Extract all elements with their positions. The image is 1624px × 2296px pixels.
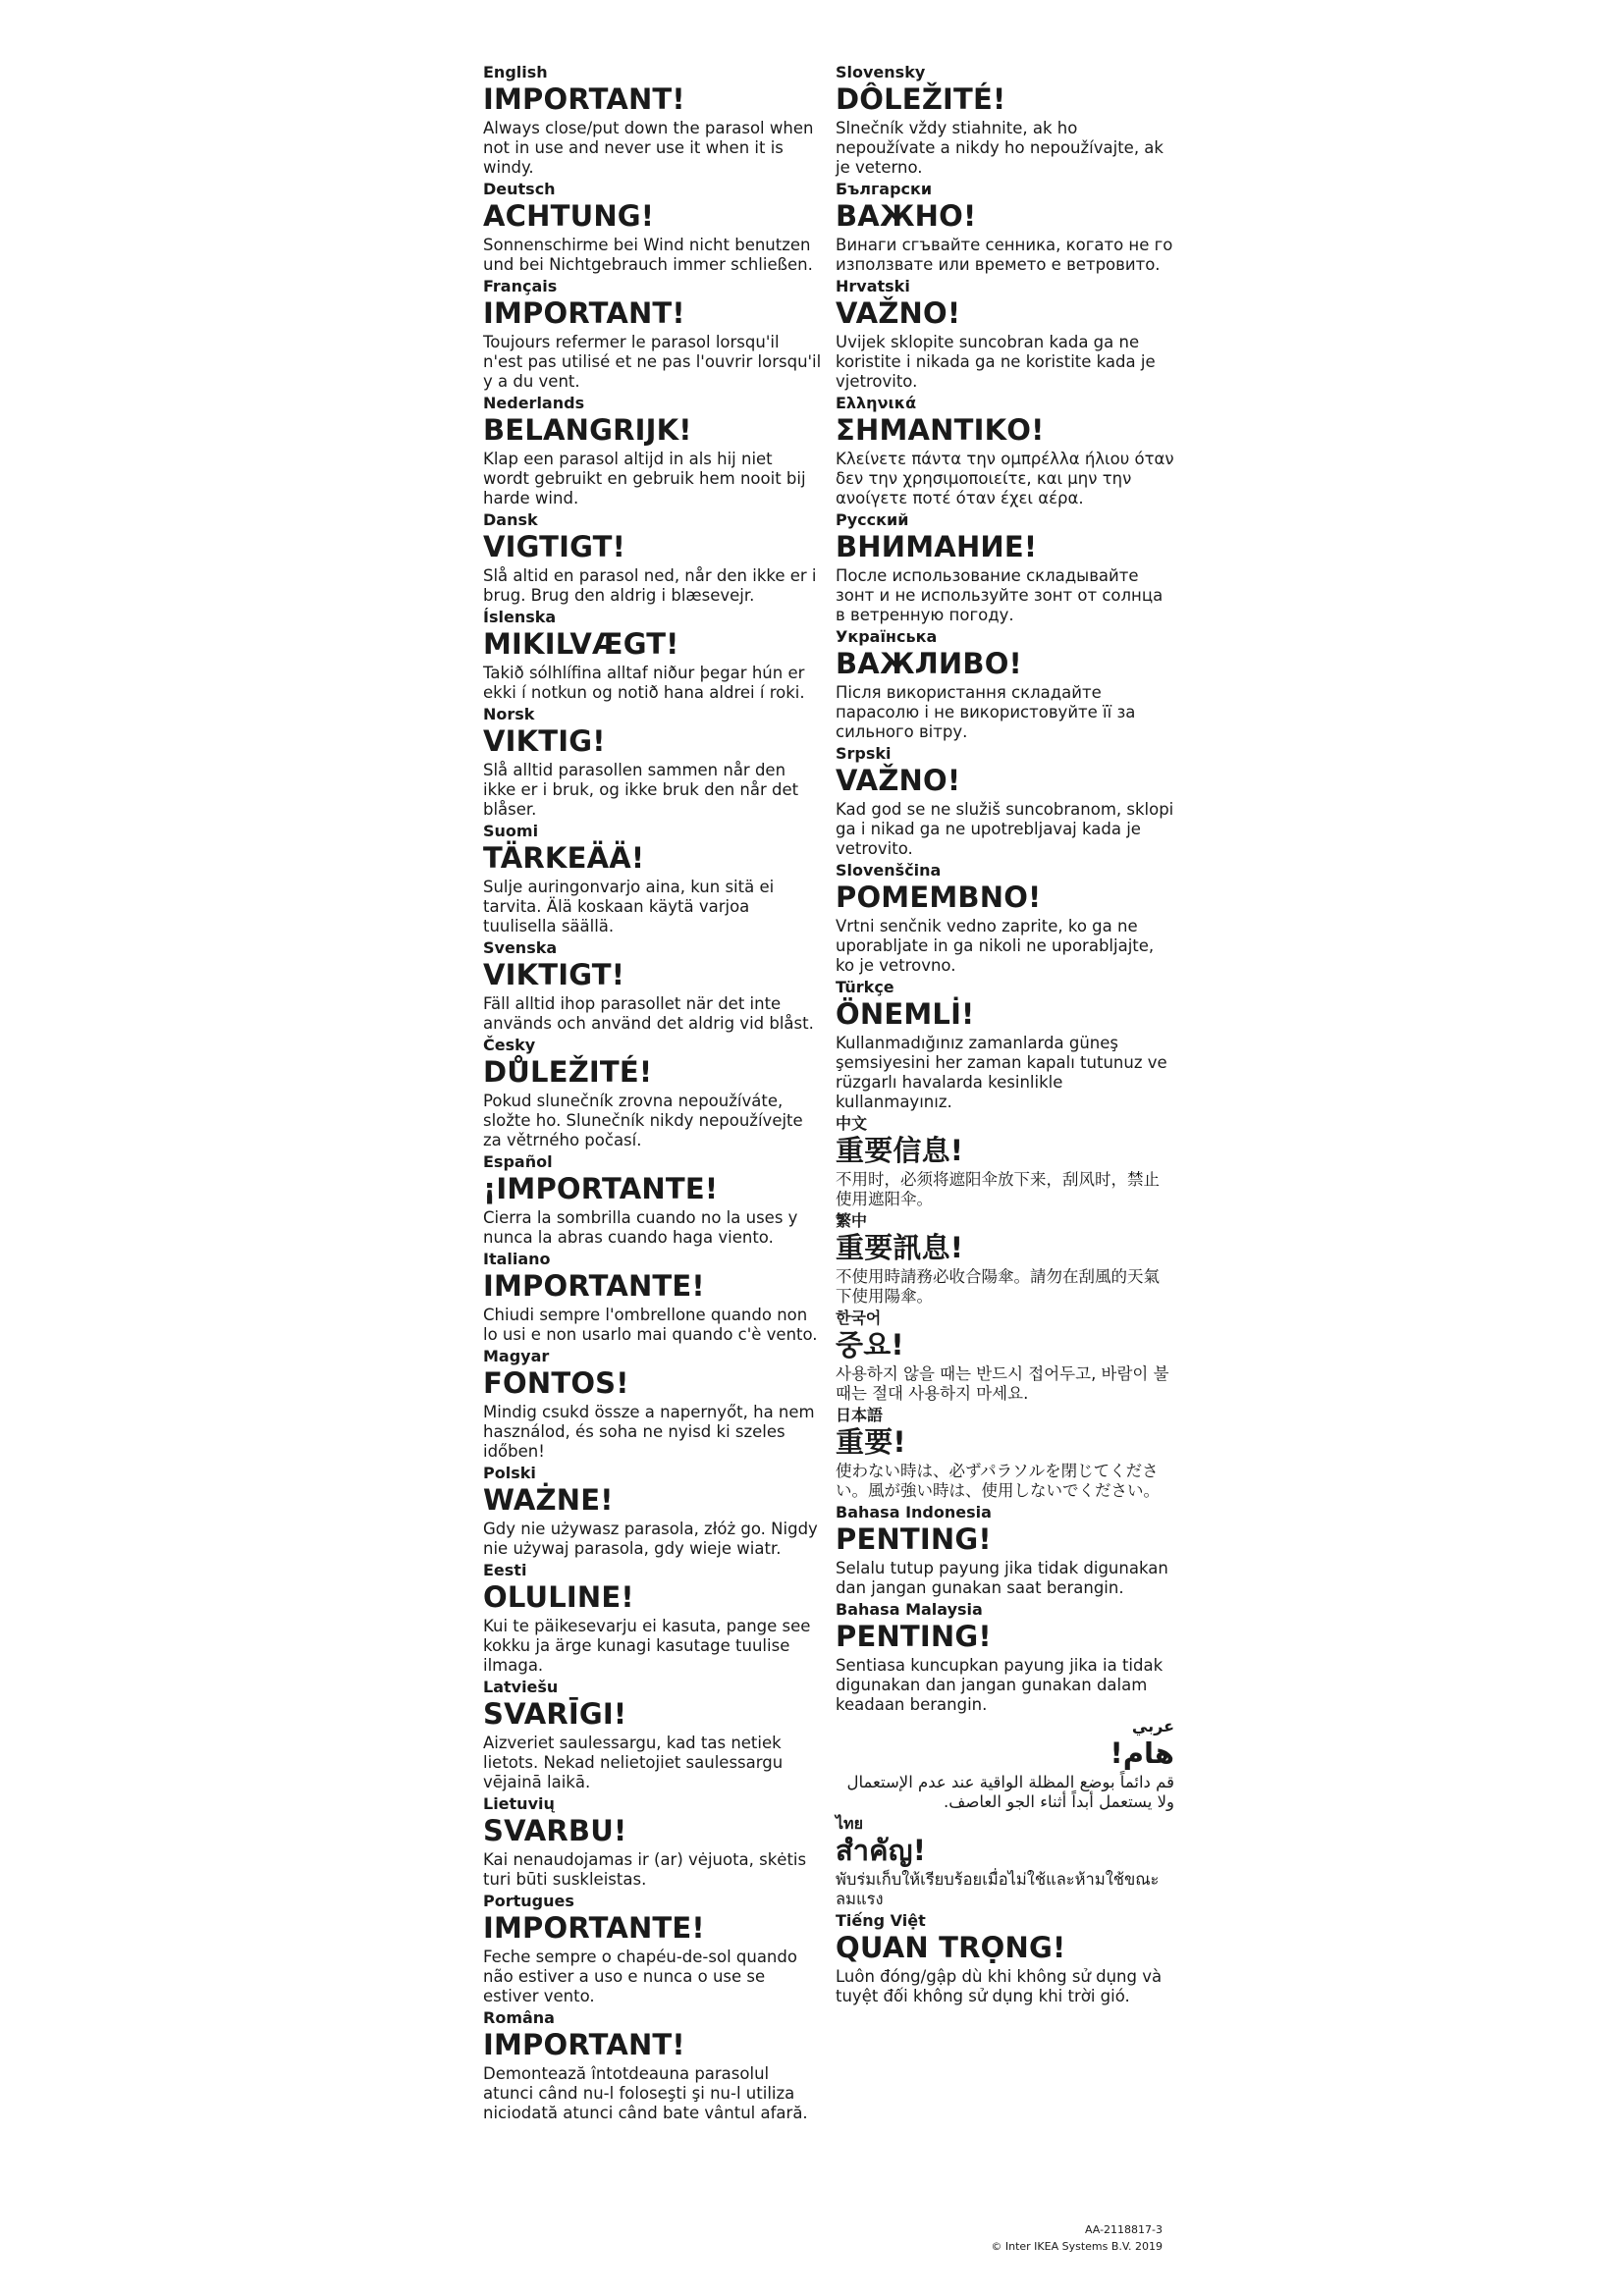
warning-heading: TÄRKEÄÄ! (483, 841, 645, 875)
warning-text: Pokud slunečník zrovna nepoužíváte, složte ho. Slunečník nikdy nepoužívejte za větrného počasí. (483, 1092, 803, 1149)
language-label: English (483, 63, 548, 81)
language-label: Dansk (483, 510, 538, 529)
warning-entry (836, 1814, 1174, 1909)
language-label: 한국어 (836, 1308, 882, 1327)
language-label: Español (483, 1152, 553, 1171)
warning-text: Mindig csukd össze a napernyőt, ha nem használod, és soha ne nyisd ki szeles időben! (483, 1403, 815, 1461)
warning-entry (483, 2008, 822, 2123)
language-label: Lietuvių (483, 1794, 555, 1813)
warning-entry (483, 394, 822, 508)
warning-entry (836, 1211, 1174, 1307)
warning-heading: IMPORTANT! (483, 296, 685, 330)
language-label: 中文 (836, 1114, 868, 1133)
warning-text: Fäll alltid ihop parasollet när det inte används och använd det aldrig vid blåst. (483, 994, 814, 1033)
warning-entry (483, 1892, 822, 2006)
warning-heading: DŮLEŽITÉ! (483, 1055, 653, 1089)
warning-entry (836, 1717, 1174, 1812)
warning-entry (836, 744, 1174, 859)
language-label: Portugues (483, 1892, 574, 1910)
warning-text: Sulje auringonvarjo aina, kun sitä ei tarvita. Älä koskaan käytä varjoa tuulisella säällä. (483, 878, 775, 935)
language-label: Magyar (483, 1347, 550, 1365)
warning-heading: 중요! (836, 1328, 904, 1362)
warning-entry (483, 510, 822, 606)
warning-entry (483, 705, 822, 820)
warning-text: Slå alltid parasollen sammen når den ikke er i bruk, og ikke bruk den når det blåser. (483, 761, 799, 819)
language-label: Româna (483, 2008, 555, 2027)
language-label: Bahasa Malaysia (836, 1600, 983, 1619)
warning-entry (836, 63, 1174, 178)
warning-text: Κλείνετε πάντα την ομπρέλλα ήλιου όταν δεν την χρησιμοποιείτε, και μην την ανοίγετε ποτέ όταν έχει αέρα. (836, 450, 1174, 507)
warning-text: Cierra la sombrilla cuando no la uses y nunca la abras cuando haga viento. (483, 1208, 798, 1247)
warning-entry (836, 1911, 1174, 2006)
warning-entry (836, 510, 1174, 625)
language-label: Česky (483, 1036, 536, 1054)
language-label: Bahasa Indonesia (836, 1503, 992, 1522)
warning-text: Klap een parasol altijd in als hij niet wordt gebruikt en gebruik hem nooit bij harde wind. (483, 450, 806, 507)
warning-entry (836, 1308, 1174, 1404)
warning-heading: PENTING! (836, 1522, 992, 1556)
warning-entry (483, 1347, 822, 1462)
warning-entry (836, 180, 1174, 275)
language-label: Svenska (483, 938, 558, 957)
warning-entry (836, 1600, 1174, 1715)
warning-entry (836, 861, 1174, 976)
language-label: Français (483, 277, 558, 295)
warning-heading: ACHTUNG! (483, 199, 655, 233)
warning-entry (483, 63, 822, 178)
warning-entry (836, 394, 1174, 508)
warning-text: Aizveriet saulessargu, kad tas netiek lietots. Nekad nelietojiet saulessargu vējainā laikā. (483, 1734, 784, 1791)
document-code: AA-2118817-3 (1084, 2223, 1163, 2236)
warning-heading: 重要! (836, 1425, 906, 1459)
language-label: 日本語 (836, 1406, 884, 1424)
language-label: Norsk (483, 705, 535, 723)
warning-heading: DÔLEŽITÉ! (836, 82, 1006, 116)
warning-entry (483, 822, 822, 936)
warning-text: Sonnenschirme bei Wind nicht benutzen und bei Nichtgebrauch immer schließen. (483, 236, 813, 274)
language-label: Hrvatski (836, 277, 910, 295)
language-label: Türkçe (836, 978, 894, 996)
warning-heading: IMPORTANTE! (483, 1269, 705, 1303)
language-label: Srpski (836, 744, 892, 763)
warning-text: Feche sempre o chapéu-de-sol quando não estiver a uso e nunca o use se estiver vento. (483, 1948, 797, 2005)
language-label: Slovenščina (836, 861, 942, 880)
warning-heading: MIKILVÆGT! (483, 627, 679, 661)
warning-entry (836, 1114, 1174, 1209)
language-label: ไทย (836, 1814, 863, 1833)
warning-text: Luôn đóng/gập dù khi không sử dụng và tuyệt đối không sử dụng khi trời gió. (836, 1967, 1163, 2005)
warning-text: Винаги сгъвайте сенника, когато не го използвате или времето е ветровито. (836, 236, 1173, 274)
warning-text: Sentiasa kuncupkan payung jika ia tidak digunakan dan jangan gunakan dalam keadaan berangin. (836, 1656, 1164, 1714)
warning-text: Selalu tutup payung jika tidak digunakan dan jangan gunakan saat berangin. (836, 1559, 1168, 1597)
warning-entry (836, 277, 1174, 392)
warning-text: قم دائماً بوضع المظلة الواقية عند عدم الإستعمال ولا يستعمل أبداً أثناء الجو العاصف. (846, 1773, 1174, 1811)
warning-text: Always close/put down the parasol when not in use and never use it when it is windy. (483, 119, 814, 177)
warning-heading: VIKTIGT! (483, 958, 625, 991)
warning-heading: สำคัญ! (836, 1834, 927, 1867)
warning-entry (836, 978, 1174, 1112)
warning-entry (483, 938, 822, 1034)
warning-text: 不用时，必须将遮阳伞放下来，刮风时，禁止使用遮阳伞。 (836, 1170, 1160, 1208)
warning-heading: PENTING! (836, 1620, 992, 1653)
warning-entry (836, 627, 1174, 742)
warning-text: Slå altid en parasol ned, når den ikke er i brug. Brug den aldrig i blæsevejr. (483, 566, 817, 605)
warning-text: Uvijek sklopite suncobran kada ga ne koristite i nikada ga ne koristite kada je vjetrovito. (836, 333, 1156, 391)
warning-entry (483, 1561, 822, 1676)
language-label: Български (836, 180, 933, 198)
warning-entry (483, 1794, 822, 1890)
warning-text: 不使用時請務必收合陽傘。請勿在刮風的天氣下使用陽傘。 (836, 1267, 1160, 1306)
warning-heading: VAŽNO! (836, 764, 961, 797)
warning-text: Toujours refermer le parasol lorsqu'il n'est pas utilisé et ne pas l'ouvrir lorsqu'il y a du vent. (483, 333, 822, 391)
footer (991, 2221, 1163, 2255)
warning-entry (483, 1464, 822, 1559)
warning-heading: ¡IMPORTANTE! (483, 1172, 719, 1205)
warning-entry (483, 608, 822, 703)
language-label: Русский (836, 510, 909, 529)
warning-text: Kui te päikesevarju ei kasuta, pange see kokku ja ärge kunagi kasutage tuulise ilmaga. (483, 1617, 811, 1675)
warning-heading: ВАЖНО! (836, 199, 977, 233)
warning-heading: QUAN TRỌNG! (836, 1931, 1066, 1964)
language-label: Polski (483, 1464, 536, 1482)
language-label: Ελληνικά (836, 394, 917, 412)
warning-heading: BELANGRIJK! (483, 413, 692, 447)
warning-heading: ΣΗΜΑΝΤΙΚΟ! (836, 413, 1045, 447)
warning-text: Chiudi sempre l'ombrellone quando non lo usi e non usarlo mai quando c'è vento. (483, 1306, 818, 1344)
language-label: Tiếng Việt (836, 1911, 926, 1930)
warning-heading: POMEMBNO! (836, 881, 1042, 914)
warning-text: 使わない時は、必ずパラソルを閉じてください。風が強い時は、使用しないでください。 (836, 1462, 1160, 1500)
right-column (836, 63, 1174, 2008)
warning-text: После использование складывайте зонт и не используйте зонт от солнца в ветренную погоду. (836, 566, 1164, 624)
warning-entry (483, 1152, 822, 1248)
warning-text: Vrtni senčnik vedno zaprite, ko ga ne uporabljate in ga nikoli ne uporabljajte, ko je vetrovno. (836, 917, 1155, 975)
warning-heading: SVARBU! (483, 1814, 627, 1847)
language-label: Slovensky (836, 63, 926, 81)
warning-heading: VIGTIGT! (483, 530, 625, 563)
warning-text: Takið sólhlífina alltaf niður þegar hún er ekki í notkun og notið hana aldrei í roki. (483, 664, 805, 702)
warning-text: Kullanmadığınız zamanlarda güneş şemsiyesini her zaman kapalı tutunuz ve rüzgarlı havalarda kesinlikle kullanmayınız. (836, 1034, 1167, 1111)
warning-heading: SVARĪGI! (483, 1697, 627, 1731)
warning-text: พับร่มเก็บให้เรียบร้อยเมื่อไม่ใช้และห้ามใช้ขณะลมแรง (836, 1870, 1160, 1908)
language-label: Nederlands (483, 394, 585, 412)
warning-heading: IMPORTANTE! (483, 1911, 705, 1945)
language-label: Íslenska (483, 608, 557, 626)
warning-entry (836, 1503, 1174, 1598)
warning-heading: ВНИМАНИЕ! (836, 530, 1038, 563)
language-label: عربي (1131, 1717, 1174, 1735)
warning-heading: 重要訊息! (836, 1231, 964, 1264)
warning-heading: VAŽNO! (836, 296, 961, 330)
left-column (483, 63, 822, 2125)
warning-heading: ВАЖЛИВО! (836, 647, 1022, 680)
warning-heading: IMPORTANT! (483, 2028, 685, 2061)
warning-text: Після використання складайте парасолю і не використовуйте її за сильного вітру. (836, 683, 1136, 741)
language-label: Italiano (483, 1250, 551, 1268)
language-label: Latviešu (483, 1678, 559, 1696)
warning-entry (483, 1036, 822, 1150)
warning-heading: 重要信息! (836, 1134, 964, 1167)
copyright-notice: © Inter IKEA Systems B.V. 2019 (991, 2240, 1163, 2253)
warning-entry (483, 180, 822, 275)
warning-heading: هام! (1110, 1736, 1174, 1770)
warning-heading: FONTOS! (483, 1366, 629, 1400)
warning-text: Slnečník vždy stiahnite, ak ho nepoužívate a nikdy ho nepoužívajte, ak je veterno. (836, 119, 1164, 177)
warning-heading: IMPORTANT! (483, 82, 685, 116)
warning-entry (836, 1406, 1174, 1501)
language-label: Eesti (483, 1561, 527, 1579)
warning-heading: ÖNEMLİ! (836, 997, 975, 1031)
warning-entry (483, 1250, 822, 1345)
warning-entry (483, 1678, 822, 1792)
language-label: Suomi (483, 822, 539, 840)
warning-text: Demontează întotdeauna parasolul atunci când nu-l foloseşti şi nu-l utiliza niciodată atunci când bate vântul afară. (483, 2064, 808, 2122)
warning-entry (483, 277, 822, 392)
warning-heading: WAŻNE! (483, 1483, 614, 1517)
warning-text: Kad god se ne služiš suncobranom, sklopi ga i nikad ga ne upotrebljavaj kada je vetrovito. (836, 800, 1174, 858)
language-label: Українська (836, 627, 938, 646)
language-label: Deutsch (483, 180, 556, 198)
warning-text: Gdy nie używasz parasola, złóż go. Nigdy nie używaj parasola, gdy wieje wiatr. (483, 1520, 818, 1558)
warning-text: 사용하지 않을 때는 반드시 접어두고, 바람이 불 때는 절대 사용하지 마세요. (836, 1364, 1169, 1403)
language-label: 繁中 (836, 1211, 868, 1230)
warning-heading: OLULINE! (483, 1580, 634, 1614)
warning-text: Kai nenaudojamas ir (ar) vėjuota, skėtis turi būti suskleistas. (483, 1850, 807, 1889)
warning-heading: VIKTIG! (483, 724, 606, 758)
